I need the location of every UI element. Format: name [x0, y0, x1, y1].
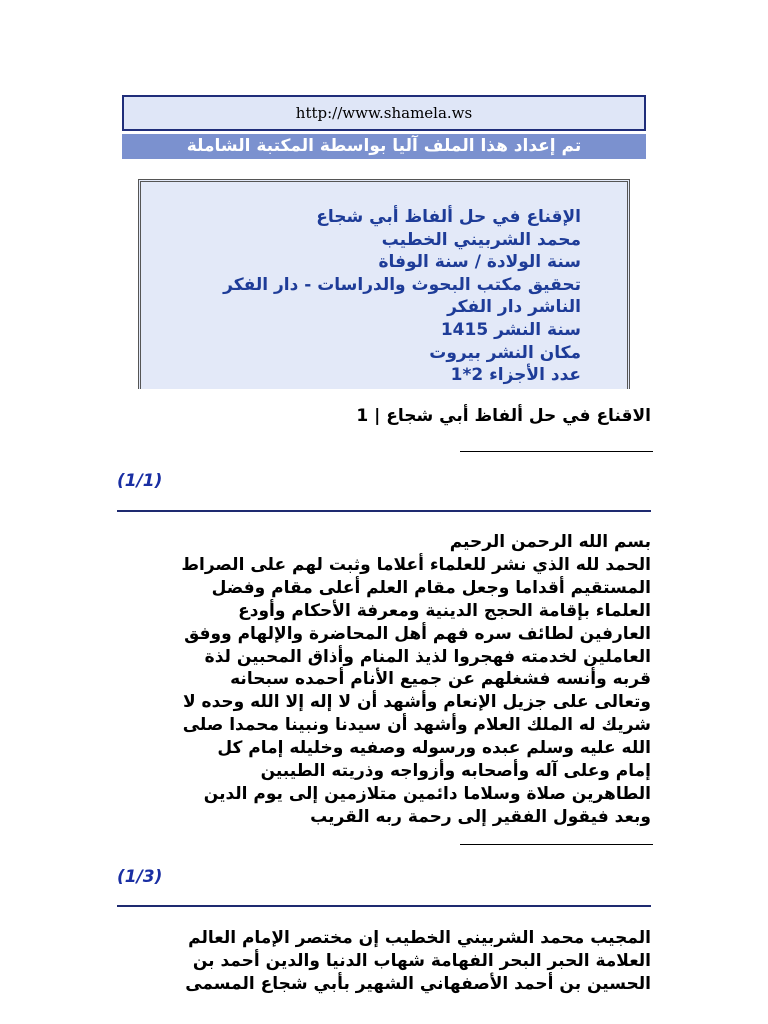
info-book-name: الإقناع في حل ألفاظ أبي شجاع: [316, 207, 581, 227]
info-volumes: عدد الأجزاء 2*1: [450, 365, 581, 386]
text-line: المستقيم أقداما وجعل مقام العلم أعلى مقام وفضل: [211, 577, 651, 598]
section-divider: [117, 905, 651, 907]
info-publish-place: مكان النشر بيروت: [429, 342, 581, 363]
text-line: إمام وعلى آله وأصحابه وأزواجه وذريته الطيبين: [260, 761, 651, 782]
info-years: سنة الولادة / سنة الوفاة: [378, 252, 581, 273]
info-publisher: الناشر دار الفكر: [447, 297, 581, 318]
text-line: العلامة الحبر البحر الفهامة شهاب الدنيا والدين أحمد بن: [192, 950, 651, 971]
text-line: بسم الله الرحمن الرحيم: [449, 532, 651, 552]
body-paragraph: [117, 531, 651, 829]
text-line: وتعالى على جزيل الإنعام وأشهد أن لا إله إلا الله وحده لا: [182, 692, 651, 713]
info-publish-year: سنة النشر 1415: [440, 319, 581, 340]
text-line: وبعد فيقول الفقير إلى رحمة ربه القريب: [310, 806, 651, 827]
text-line: الله عليه وسلم عبده ورسوله وصفيه وخليله إمام كل: [217, 738, 651, 759]
text-line: الحسين بن أحمد الأصفهاني الشهير بأبي شجاع المسمى: [185, 973, 651, 994]
book-info-card: [138, 179, 630, 389]
book-title-heading: الاقناع في حل ألفاظ أبي شجاع | 1: [356, 406, 651, 426]
source-url[interactable]: http://www.shamela.ws: [122, 95, 646, 131]
text-line: العارفين لطائف سره فهم أهل المحاضرة والإلهام ووفق: [184, 623, 651, 644]
body-paragraph: [117, 927, 651, 996]
info-author: محمد الشربيني الخطيب: [381, 229, 581, 250]
text-line: الطاهرين صلاة وسلاما دائمين متلازمين إلى يوم الدين: [203, 783, 651, 804]
text-line: العاملين لخدمته فهجروا لذيذ المنام وأذاق المحبين لذة: [204, 646, 651, 667]
page-marker: (1/3): [117, 867, 163, 887]
section-divider: [117, 510, 651, 512]
text-line: العلماء بإقامة الحجج الدينية ومعرفة الأحكام وأودع: [238, 600, 651, 621]
info-editor: تحقيق مكتب البحوث والدراسات - دار الفكر: [223, 274, 581, 295]
book-info-lines: [223, 206, 581, 387]
section-end-divider: [460, 844, 653, 845]
text-line: المجيب محمد الشربيني الخطيب إن مختصر الإمام العالم: [188, 928, 651, 948]
auto-generated-banner: تم إعداد هذا الملف آليا بواسطة المكتبة الشاملة: [122, 134, 646, 159]
title-divider: [460, 451, 653, 452]
text-line: الحمد لله الذي نشر للعلماء أعلاما وثبت لهم على الصراط: [181, 554, 651, 575]
text-line: قربه وأنسه فشغلهم عن جميع الأنام أحمده سبحانه: [230, 669, 651, 690]
page-marker: (1/1): [117, 471, 163, 491]
text-line: شريك له الملك العلام وأشهد أن سيدنا ونبينا محمدا صلى: [182, 715, 651, 736]
